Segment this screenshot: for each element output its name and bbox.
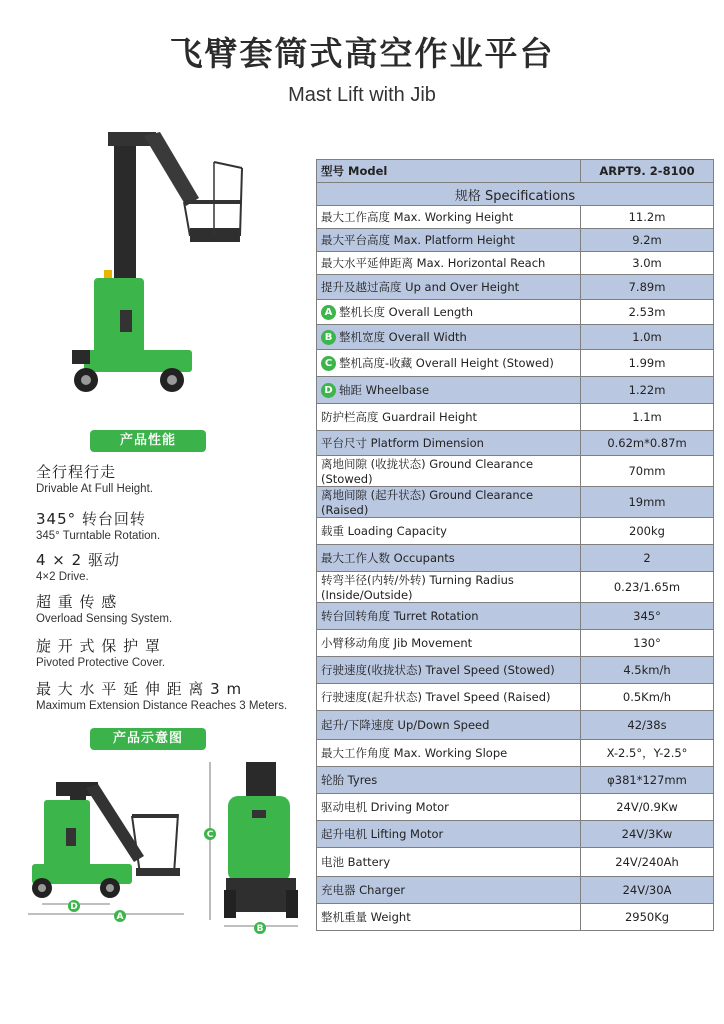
- table-row: [317, 325, 714, 350]
- marker-b: B: [256, 924, 264, 934]
- spec-value: 130°: [581, 630, 714, 657]
- table-row: [317, 545, 714, 572]
- spec-label: [317, 767, 581, 794]
- table-row: [317, 877, 714, 904]
- feature-desc: Pivoted Protective Cover.: [36, 657, 166, 669]
- model-label: 型号 Model: [317, 160, 581, 183]
- spec-value: 70mm: [581, 456, 714, 487]
- feature-title: 最 大 水 平 延 伸 距 离 3 m: [36, 680, 243, 698]
- table-row: [317, 487, 714, 518]
- spec-value: 42/38s: [581, 711, 714, 740]
- spec-label-text: 最大工作人数 Occupants: [321, 551, 455, 565]
- feature-item: [36, 678, 306, 712]
- table-row: [317, 377, 714, 404]
- spec-value: 24V/30A: [581, 877, 714, 904]
- table-row: [317, 431, 714, 456]
- table-row: [317, 740, 714, 767]
- table-row: [317, 160, 714, 183]
- table-row: [317, 603, 714, 630]
- spec-label-text: 起升电机 Lifting Motor: [321, 827, 444, 841]
- spec-label-text: 最大水平延伸距离 Max. Horizontal Reach: [321, 256, 546, 270]
- spec-label-text: 防护栏高度 Guardrail Height: [321, 410, 478, 424]
- spec-value: 1.1m: [581, 404, 714, 431]
- spec-label: [317, 904, 581, 931]
- table-row: [317, 684, 714, 711]
- spec-label-text: 整机宽度 Overall Width: [339, 330, 467, 344]
- spec-label-text: 离地间隙 (起升状态) Ground Clearance (Raised): [321, 488, 534, 517]
- dimension-marker: C: [321, 356, 336, 371]
- spec-label-text: 轴距 Wheelbase: [339, 383, 430, 397]
- spec-label: [317, 630, 581, 657]
- spec-value: 0.5Km/h: [581, 684, 714, 711]
- spec-label: [317, 456, 581, 487]
- spec-label: [317, 518, 581, 545]
- spec-label: [317, 848, 581, 877]
- table-row: [317, 572, 714, 603]
- table-row: [317, 456, 714, 487]
- spec-label-text: 轮胎 Tyres: [321, 773, 378, 787]
- spec-label-text: 转弯半径(内转/外转) Turning Radius (Inside/Outside): [321, 573, 514, 602]
- spec-label: [317, 794, 581, 821]
- spec-label-text: 整机长度 Overall Length: [339, 305, 474, 319]
- spec-value: 24V/3Kw: [581, 821, 714, 848]
- marker-a: A: [116, 912, 124, 922]
- table-row: [317, 229, 714, 252]
- diagram-badge: 产品示意图: [90, 728, 206, 750]
- spec-value: 1.99m: [581, 350, 714, 377]
- dimension-marker: D: [321, 383, 336, 398]
- feature-title: 全行程行走: [36, 463, 117, 481]
- feature-item: [36, 635, 306, 669]
- spec-label: [317, 545, 581, 572]
- marker-d: D: [70, 902, 78, 912]
- spec-value: X-2.5°，Y-2.5°: [581, 740, 714, 767]
- table-row: [317, 275, 714, 300]
- spec-value: 11.2m: [581, 206, 714, 229]
- spec-value: 1.0m: [581, 325, 714, 350]
- feature-desc: Overload Sensing System.: [36, 613, 173, 625]
- spec-value: 19mm: [581, 487, 714, 518]
- spec-label: [317, 229, 581, 252]
- dimension-marker: B: [321, 330, 336, 345]
- spec-label: [317, 300, 581, 325]
- front-view-diagram: [200, 758, 310, 938]
- table-row: [317, 183, 714, 206]
- table-row: [317, 848, 714, 877]
- spec-label-text: 充电器 Charger: [321, 883, 406, 897]
- spec-label-text: 最大工作高度 Max. Working Height: [321, 210, 514, 224]
- feature-item: [36, 461, 306, 495]
- spec-value: 0.62m*0.87m: [581, 431, 714, 456]
- spec-label: [317, 252, 581, 275]
- feature-title: 4 × 2 驱动: [36, 551, 120, 569]
- spec-label-text: 载重 Loading Capacity: [321, 524, 447, 538]
- spec-value: 24V/0.9Kw: [581, 794, 714, 821]
- spec-label: [317, 821, 581, 848]
- feature-title: 旋 开 式 保 护 罩: [36, 637, 161, 655]
- table-row: [317, 711, 714, 740]
- table-row: [317, 252, 714, 275]
- page-subtitle: Mast Lift with Jib: [288, 84, 436, 106]
- spec-label: [317, 404, 581, 431]
- spec-table: [316, 159, 714, 931]
- spec-label-text: 行驶速度(收拢状态) Travel Speed (Stowed): [321, 663, 555, 677]
- feature-item: [36, 508, 306, 542]
- spec-label-text: 小臂移动角度 Jib Movement: [321, 636, 473, 650]
- feature-item: [36, 549, 306, 583]
- feature-item: [36, 591, 306, 625]
- spec-label: [317, 657, 581, 684]
- spec-label-text: 驱动电机 Driving Motor: [321, 800, 449, 814]
- spec-label-text: 整机高度-收藏 Overall Height (Stowed): [339, 356, 554, 370]
- spec-label: [317, 711, 581, 740]
- spec-label-text: 提升及越过高度 Up and Over Height: [321, 280, 520, 294]
- spec-value: 2.53m: [581, 300, 714, 325]
- spec-value: 1.22m: [581, 377, 714, 404]
- spec-value: 4.5km/h: [581, 657, 714, 684]
- table-row: [317, 518, 714, 545]
- table-row: [317, 350, 714, 377]
- spec-label-text: 整机重量 Weight: [321, 910, 411, 924]
- table-row: [317, 794, 714, 821]
- table-row: [317, 821, 714, 848]
- spec-label: [317, 877, 581, 904]
- spec-label-text: 最大工作角度 Max. Working Slope: [321, 746, 508, 760]
- side-view-diagram: [24, 776, 194, 926]
- spec-label-text: 平台尺寸 Platform Dimension: [321, 436, 484, 450]
- table-row: [317, 300, 714, 325]
- spec-label: [317, 206, 581, 229]
- spec-label: [317, 275, 581, 300]
- table-row: [317, 657, 714, 684]
- page-title: 飞臂套筒式高空作业平台: [169, 34, 555, 73]
- feature-desc: Maximum Extension Distance Reaches 3 Meters.: [36, 700, 288, 712]
- table-row: [317, 206, 714, 229]
- feature-title: 超 重 传 感: [36, 593, 118, 611]
- table-row: [317, 767, 714, 794]
- spec-label: [317, 603, 581, 630]
- features-badge: 产品性能: [90, 430, 206, 452]
- feature-desc: Drivable At Full Height.: [36, 483, 153, 495]
- spec-label: [317, 740, 581, 767]
- spec-label-text: 起升/下降速度 Up/Down Speed: [321, 718, 490, 732]
- spec-label: [317, 487, 581, 518]
- spec-value: 3.0m: [581, 252, 714, 275]
- spec-value: 24V/240Ah: [581, 848, 714, 877]
- table-row: [317, 904, 714, 931]
- spec-label-text: 电池 Battery: [321, 855, 391, 869]
- spec-label-text: 最大平台高度 Max. Platform Height: [321, 233, 515, 247]
- spec-value: 7.89m: [581, 275, 714, 300]
- spec-body: [317, 206, 714, 931]
- spec-value: 200kg: [581, 518, 714, 545]
- spec-label: [317, 684, 581, 711]
- table-row: [317, 404, 714, 431]
- dimension-marker: A: [321, 305, 336, 320]
- spec-value: 2: [581, 545, 714, 572]
- feature-title: 345° 转台回转: [36, 510, 146, 528]
- spec-label: [317, 377, 581, 404]
- table-row: [317, 630, 714, 657]
- spec-label: [317, 572, 581, 603]
- spec-value: φ381*127mm: [581, 767, 714, 794]
- feature-desc: 4×2 Drive.: [36, 571, 89, 583]
- spec-label: [317, 350, 581, 377]
- spec-value: 2950Kg: [581, 904, 714, 931]
- spec-label-text: 离地间隙 (收拢状态) Ground Clearance (Stowed): [321, 457, 534, 486]
- spec-label-text: 转台回转角度 Turret Rotation: [321, 609, 479, 623]
- model-value: ARPT9. 2-8100: [581, 160, 714, 183]
- spec-value: 345°: [581, 603, 714, 630]
- spec-label: [317, 431, 581, 456]
- product-photo: [64, 128, 254, 400]
- feature-desc: 345° Turntable Rotation.: [36, 530, 161, 542]
- spec-section-header: 规格 Specifications: [317, 183, 714, 206]
- spec-label-text: 行驶速度(起升状态) Travel Speed (Raised): [321, 690, 551, 704]
- spec-value: 9.2m: [581, 229, 714, 252]
- spec-label: [317, 325, 581, 350]
- spec-value: 0.23/1.65m: [581, 572, 714, 603]
- marker-c: C: [206, 830, 214, 840]
